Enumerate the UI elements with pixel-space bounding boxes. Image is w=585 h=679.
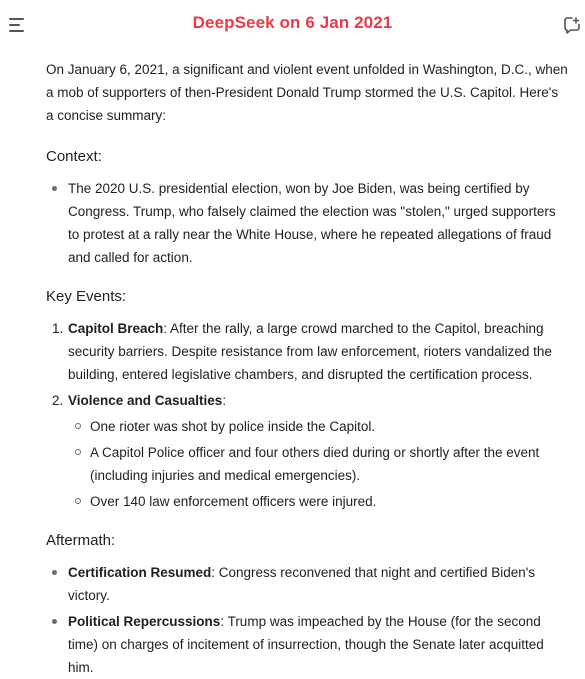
list-item — [46, 389, 568, 513]
key-events-heading: Key Events: — [46, 288, 127, 305]
list-item: Over 140 law enforcement officers were injured. — [68, 490, 568, 513]
event-label: Violence and Casualties — [68, 393, 223, 408]
event-text: : — [222, 393, 227, 408]
key-events-list — [46, 317, 568, 513]
aftermath-heading: Aftermath: — [46, 532, 116, 549]
new-chat-icon[interactable] — [562, 15, 582, 35]
chat-response — [46, 58, 568, 679]
aftermath-text: : Trump was impeached by the House (for the second time) on charges of incitement of insurrection, though the Senate later acquitted him. — [68, 614, 544, 675]
aftermath-label: Political Repercussions — [68, 614, 221, 629]
list-item: One rioter was shot by police inside the Capitol. — [68, 415, 568, 438]
aftermath-text: : Congress reconvened that night and certified Biden's victory. — [68, 565, 536, 603]
casualties-list — [68, 415, 568, 513]
list-number: 1. — [52, 321, 64, 336]
list-item: The 2020 U.S. presidential election, won by Joe Biden, was being certified by Congress. Trump, who falsely claimed the election was "stolen," urged supporters to protest at a rally near the White House, where he repeated allegations of fraud and called for action. — [46, 177, 568, 269]
context-heading: Context: — [46, 148, 102, 165]
aftermath-list — [46, 561, 568, 679]
list-item — [46, 317, 568, 386]
list-item: A Capitol Police officer and four others died during or shortly after the event (including injuries and medical emergencies). — [68, 441, 568, 487]
list-item — [46, 610, 568, 679]
app-header — [0, 0, 585, 50]
context-list — [46, 177, 568, 269]
event-label: Capitol Breach — [68, 321, 164, 336]
page-title: DeepSeek on 6 Jan 2021 — [192, 13, 393, 32]
list-number: 2. — [52, 393, 64, 408]
aftermath-label: Certification Resumed — [68, 565, 212, 580]
list-item — [46, 561, 568, 607]
intro-paragraph: On January 6, 2021, a significant and violent event unfolded in Washington, D.C., when a mob of supporters of then-President Donald Trump stormed the U.S. Capitol. Here's a concise summary: — [46, 62, 568, 123]
event-text: : After the rally, a large crowd marched to the Capitol, breaching security barriers. Despite resistance from law enforcement, rioters vandalized the building, entered legislative chambers, and disrupted the certification process. — [68, 321, 552, 382]
